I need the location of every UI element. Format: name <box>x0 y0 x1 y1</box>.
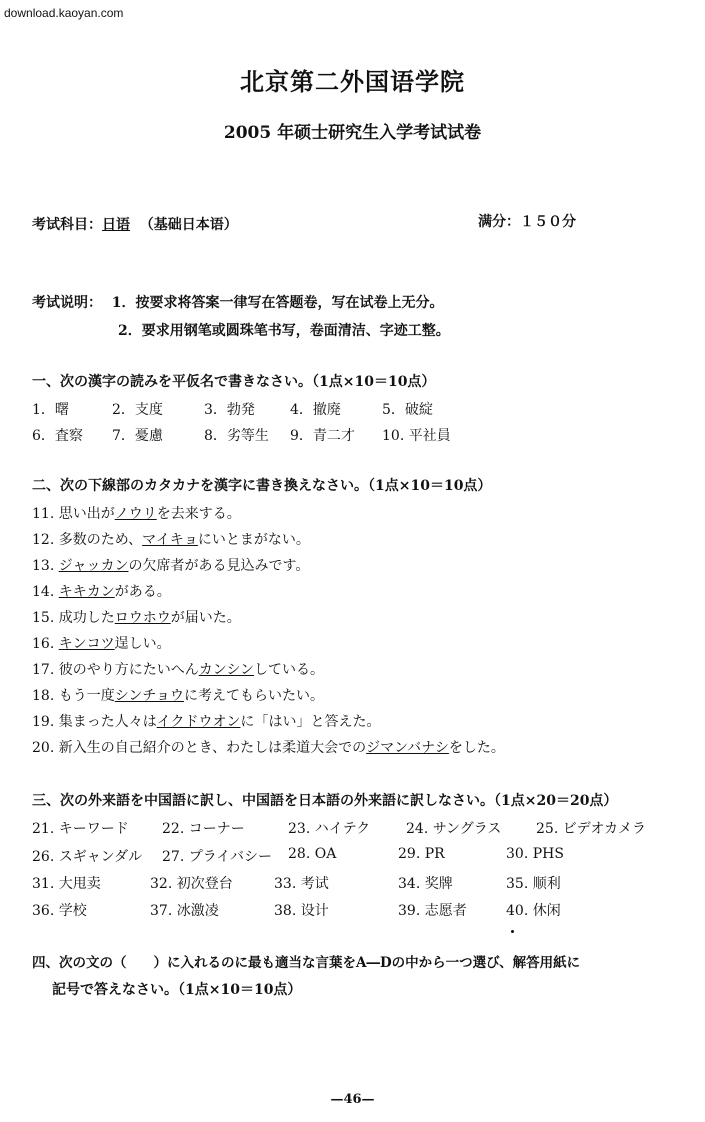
page-number: —46— <box>330 1092 375 1107</box>
s3-item: 22. コーナー <box>162 821 245 837</box>
underlined-katakana: カンシン <box>198 662 255 678</box>
section-1-heading: 一、次の漢字の読みを平仮名で書きなさい。（1点×10＝10点） <box>32 374 436 390</box>
page-title: 北京第二外国语学院 <box>240 67 465 96</box>
question-item: 20. 新入生の自己紹介のとき、わたしは柔道大会でのジマンバナシをした。 <box>32 740 505 756</box>
subject-line <box>32 214 238 234</box>
question-item: 19. 集まった人々はイクドウオンに「はい」と答えた。 <box>32 714 381 730</box>
s3-item: 37. 冰激凌 <box>150 903 219 919</box>
instructions-line-1 <box>32 292 444 312</box>
s3-item: 35. 顺利 <box>506 876 561 892</box>
s3-item: 27. プライバシー <box>162 849 273 865</box>
question-item: 16. キンコツ逞しい。 <box>32 636 171 652</box>
s1-item: 5．破綻 <box>382 402 433 418</box>
question-item: 13. ジャッカンの欠席者がある見込みです。 <box>32 558 310 574</box>
exam-subtitle: 2005 年硕士研究生入学考试试卷 <box>223 123 482 143</box>
question-item: 15. 成功したロウホウが届いた。 <box>32 610 241 626</box>
s3-item: 36. 学校 <box>32 903 87 919</box>
s1-item: 3．勃発 <box>204 402 255 418</box>
underlined-katakana: ノウリ <box>114 506 157 522</box>
subject-label: 考试科目： <box>32 217 102 233</box>
s3-item: 24. サングラス <box>406 821 502 837</box>
instructions-label: 考试说明： <box>32 295 102 311</box>
instructions-line-2: 2．要求用钢笔或圆珠笔书写，卷面清洁、字迹工整。 <box>118 323 450 339</box>
underlined-katakana: キキカン <box>58 584 115 600</box>
s1-item: 4．撤廃 <box>290 402 341 418</box>
section-4-heading: 四、次の文の（ ）に入れるのに最も適当な言葉をA―Dの中から一つ選び、解答用紙に <box>32 955 581 971</box>
s1-item: 8．劣等生 <box>204 428 269 444</box>
s1-item: 10. 平社員 <box>382 428 451 444</box>
stray-dot <box>511 930 514 933</box>
subject-value: 日语 <box>102 217 130 233</box>
s3-item: 31. 大甩卖 <box>32 876 101 892</box>
question-item: 12. 多数のため、マイキョにいとまがない。 <box>32 532 310 548</box>
s1-item: 1．曙 <box>32 402 69 418</box>
s3-item: 32. 初次登台 <box>150 876 233 892</box>
instructions-text-1: 1．按要求将答案一律写在答题卷，写在试卷上无分。 <box>111 295 444 311</box>
underlined-katakana: キンコツ <box>58 636 115 652</box>
s1-item: 2．支度 <box>112 402 163 418</box>
s1-item: 7．憂慮 <box>112 428 163 444</box>
underlined-katakana: ジャッカン <box>58 558 129 574</box>
question-item: 18. もう一度シンチョウに考えてもらいたい。 <box>32 688 324 704</box>
s3-item: 29. PR <box>398 846 445 862</box>
section-4-heading-cont: 記号で答えなさい。（1点×10＝10点） <box>52 982 302 998</box>
s3-item: 38. 设计 <box>274 903 329 919</box>
underlined-katakana: シンチョウ <box>114 688 184 704</box>
full-score: 满分：１５０分 <box>478 214 576 230</box>
s3-item: 21. キーワード <box>32 821 129 837</box>
s1-item: 6．査察 <box>32 428 83 444</box>
underlined-katakana: ジマンバナシ <box>366 740 449 756</box>
s3-item: 40. 休闲 <box>506 903 561 919</box>
s3-item: 28. OA <box>288 846 337 862</box>
s3-item: 39. 志愿者 <box>398 903 467 919</box>
s1-item: 9．青二才 <box>290 428 355 444</box>
section-2-heading: 二、次の下線部のカタカナを漢字に書き換えなさい。（1点×10＝10点） <box>32 478 492 494</box>
underlined-katakana: ロウホウ <box>114 610 171 626</box>
question-item: 11. 思い出がノウリを去来する。 <box>32 506 241 522</box>
s3-item: 30. PHS <box>506 846 564 862</box>
subject-detail: （基础日本语） <box>139 217 238 233</box>
question-item: 14. キキカンがある。 <box>32 584 171 600</box>
s3-item: 26. スギャンダル <box>32 849 143 865</box>
underlined-katakana: マイキョ <box>142 532 198 548</box>
s3-item: 34. 奖牌 <box>398 876 453 892</box>
question-item: 17. 彼のやり方にたいへんカンシンしている。 <box>32 662 325 678</box>
s3-item: 33. 考试 <box>274 876 329 892</box>
section-3-heading: 三、次の外来語を中国語に訳し、中国語を日本語の外来語に訳しなさい。（1点×20＝20点） <box>32 793 618 809</box>
s3-item: 23. ハイテク <box>288 821 371 837</box>
s3-item: 25. ビデオカメラ <box>536 821 647 837</box>
underlined-katakana: イクドウオン <box>156 714 241 730</box>
source-url: download.kaoyan.com <box>4 6 124 20</box>
